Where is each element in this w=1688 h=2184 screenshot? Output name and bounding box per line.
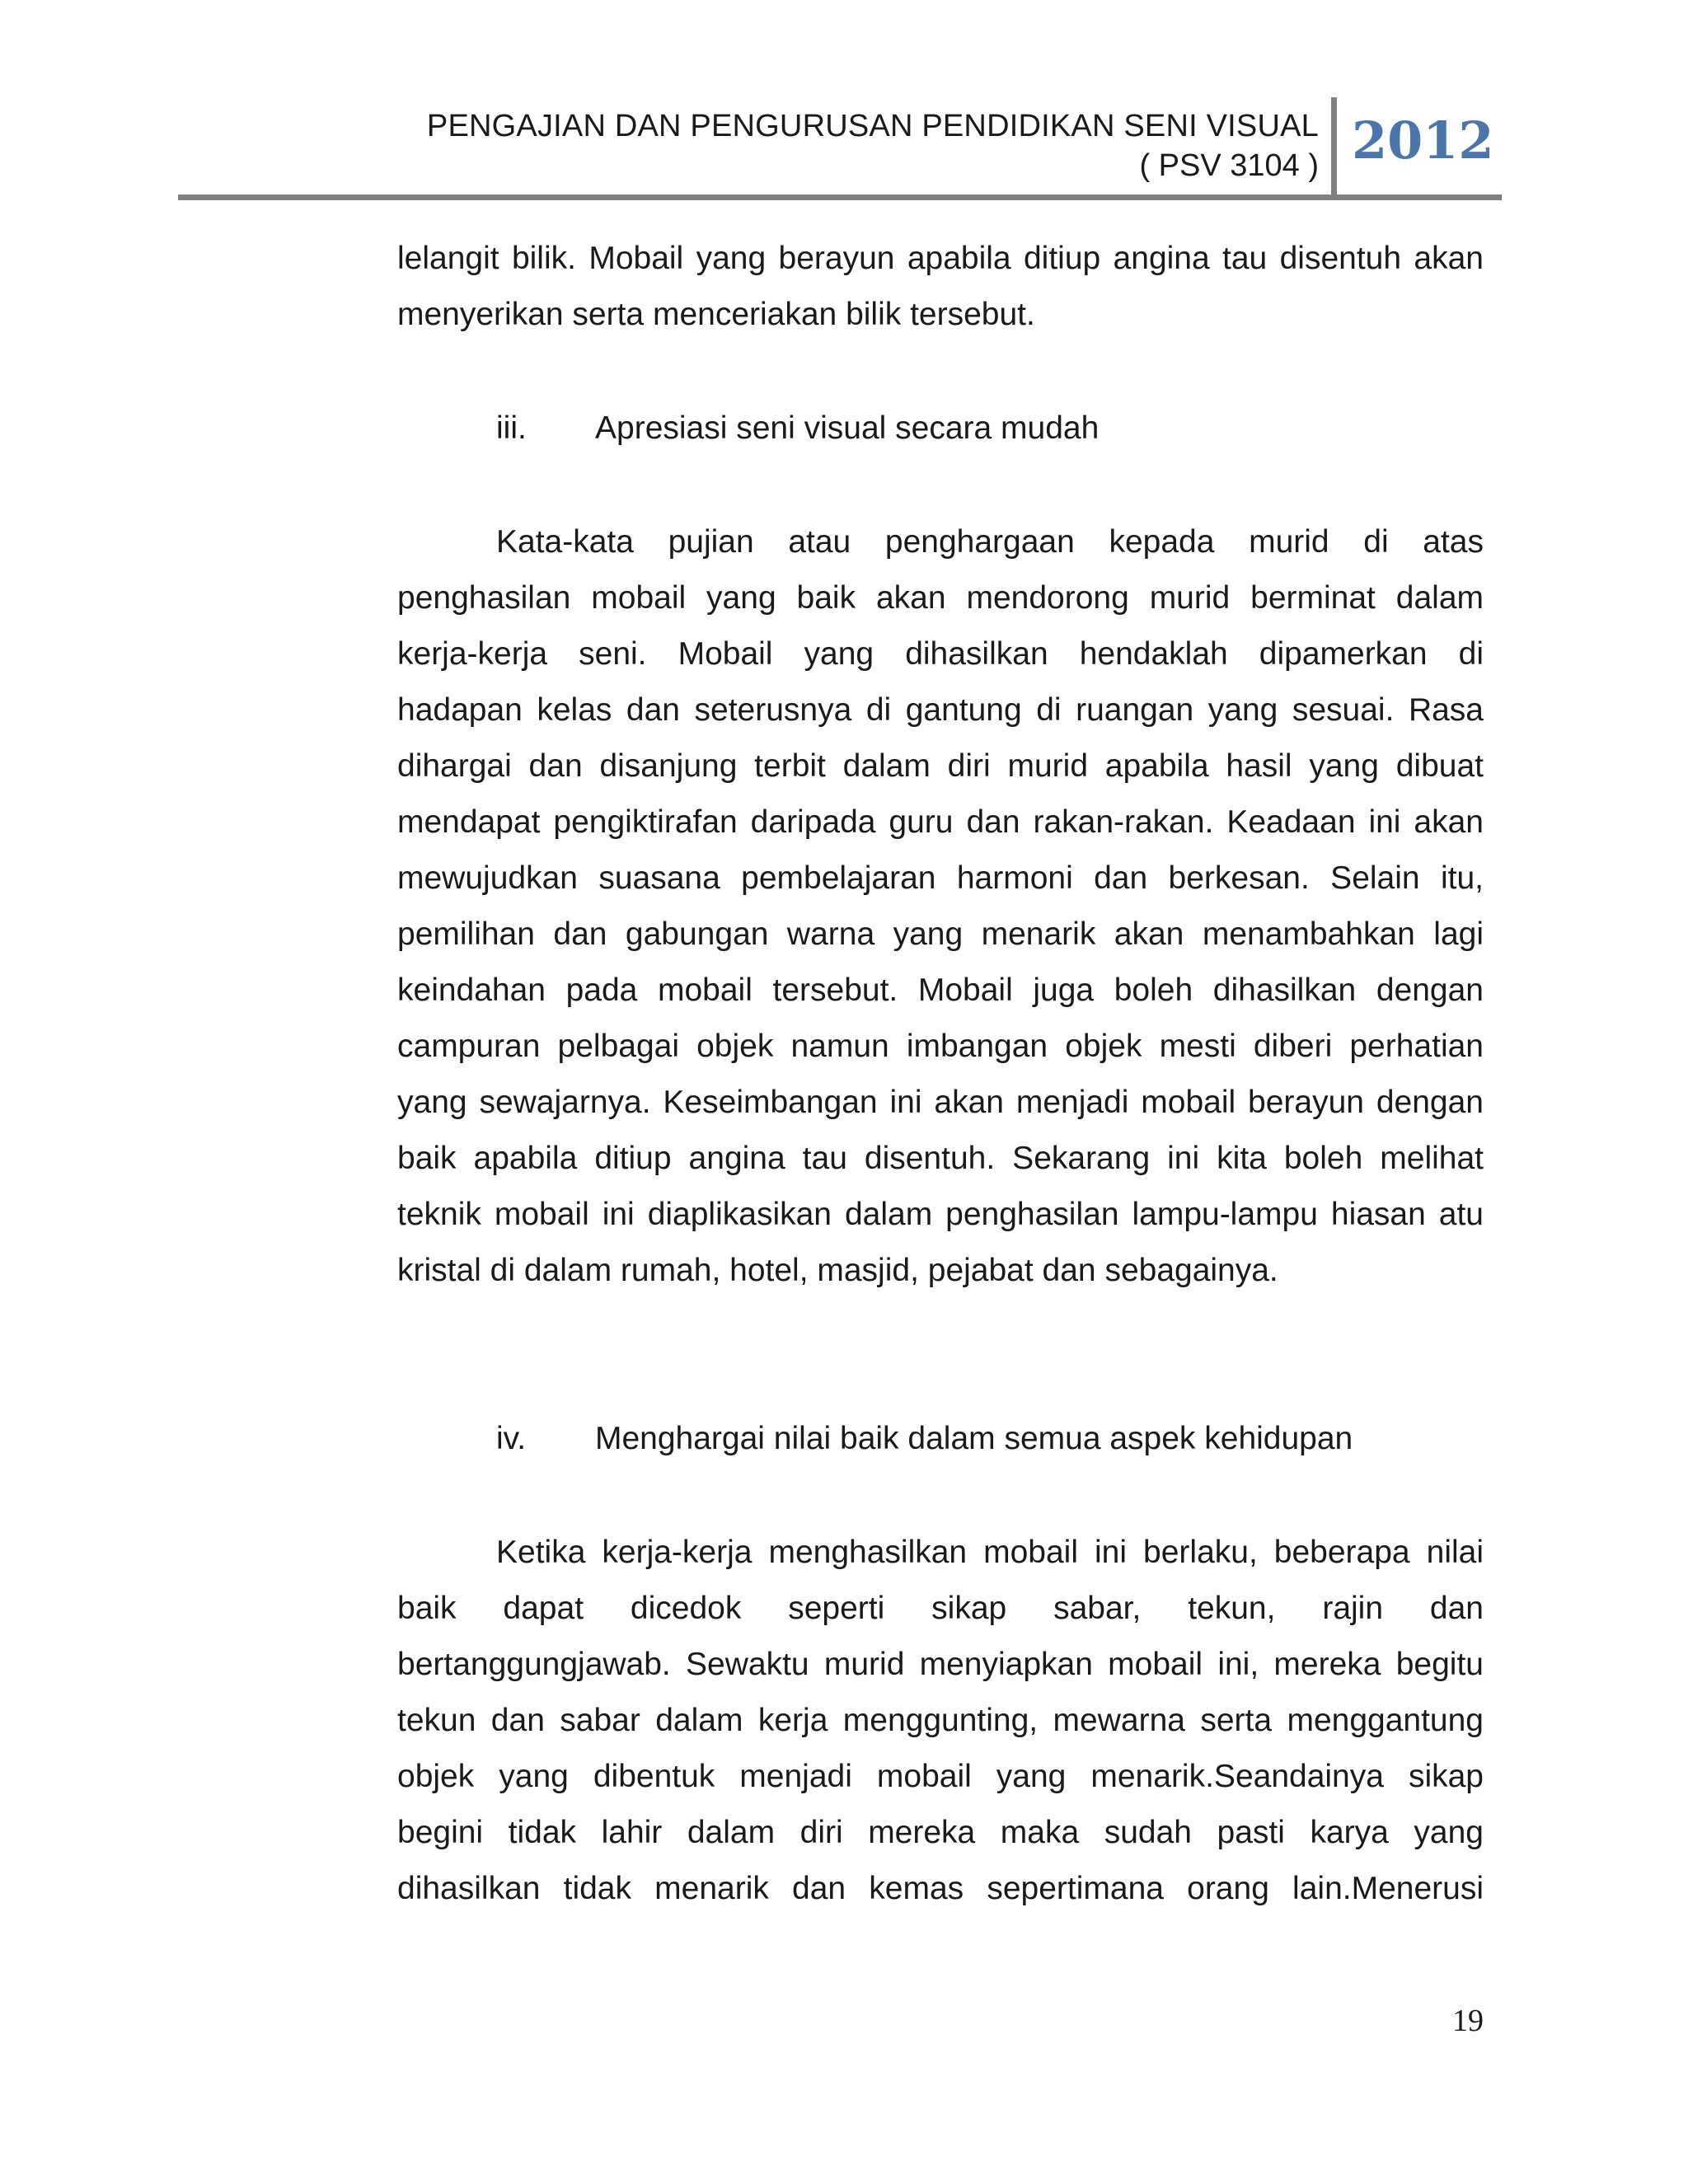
paragraph-line: lelangit bilik. Mobail yang berayun apabila ditiup angina tau disentuh akan (397, 241, 1484, 276)
header-year: 2012 (1352, 110, 1494, 171)
paragraph-line: menyerikan serta menceriakan bilik tersebut. (397, 297, 1035, 332)
paragraph-line: yang sewajarnya. Keseimbangan ini akan menjadi mobail berayun dengan (397, 1085, 1484, 1120)
paragraph-line: kerja-kerja seni. Mobail yang dihasilkan hendaklah dipamerkan di (397, 636, 1484, 672)
paragraph-line: baik dapat dicedok seperti sikap sabar, tekun, rajin dan (397, 1591, 1484, 1626)
page-number: 19 (1452, 2004, 1484, 2038)
paragraph-line: penghasilan mobail yang baik akan mendorong murid berminat dalam (397, 580, 1484, 616)
paragraph-line: mewujudkan suasana pembelajaran harmoni dan berkesan. Selain itu, (397, 860, 1484, 896)
paragraph-line: kristal di dalam rumah, hotel, masjid, pejabat dan sebagainya. (397, 1253, 1278, 1288)
paragraph-line: teknik mobail ini diaplikasikan dalam penghasilan lampu-lampu hiasan atu (397, 1197, 1484, 1232)
paragraph-line: objek yang dibentuk menjadi mobail yang menarik.Seandainya sikap (397, 1759, 1484, 1794)
paragraph-line: tekun dan sabar dalam kerja menggunting, mewarna serta menggantung (397, 1703, 1484, 1738)
paragraph-line: pemilihan dan gabungan warna yang menarik akan menambahkan lagi (397, 916, 1484, 952)
header-title: PENGAJIAN DAN PENGURUSAN PENDIDIKAN SENI VISUAL (426, 109, 1319, 143)
paragraph-line: begini tidak lahir dalam diri mereka maka sudah pasti karya yang (397, 1815, 1484, 1850)
header-divider (1331, 97, 1337, 199)
paragraph-line: mendapat pengiktirafan daripada guru dan rakan-rakan. Keadaan ini akan (397, 804, 1484, 840)
section-number: iii. (496, 410, 527, 446)
paragraph-line: baik apabila ditiup angina tau disentuh. Sekarang ini kita boleh melihat (397, 1141, 1484, 1176)
paragraph-line: bertanggungjawab. Sewaktu murid menyiapkan mobail ini, mereka begitu (397, 1647, 1484, 1682)
paragraph-line: Ketika kerja-kerja menghasilkan mobail ini berlaku, beberapa nilai (496, 1535, 1484, 1570)
paragraph-line: hadapan kelas dan seterusnya di gantung di ruangan yang sesuai. Rasa (397, 692, 1484, 728)
paragraph-line: keindahan pada mobail tersebut. Mobail juga boleh dihasilkan dengan (397, 972, 1484, 1008)
header-course-code: ( PSV 3104 ) (1139, 148, 1319, 183)
header-rule (178, 194, 1502, 200)
section-heading: Apresiasi seni visual secara mudah (595, 410, 1100, 446)
paragraph-line: dihasilkan tidak menarik dan kemas sepertimana orang lain.Menerusi (397, 1871, 1484, 1906)
paragraph-line: Kata-kata pujian atau penghargaan kepada murid di atas (496, 524, 1484, 560)
page-header (0, 0, 1688, 214)
section-number: iv. (496, 1421, 527, 1456)
paragraph-line: dihargai dan disanjung terbit dalam diri murid apabila hasil yang dibuat (397, 748, 1484, 784)
section-heading: Menghargai nilai baik dalam semua aspek kehidupan (595, 1421, 1353, 1456)
paragraph-line: campuran pelbagai objek namun imbangan objek mesti diberi perhatian (397, 1029, 1484, 1064)
